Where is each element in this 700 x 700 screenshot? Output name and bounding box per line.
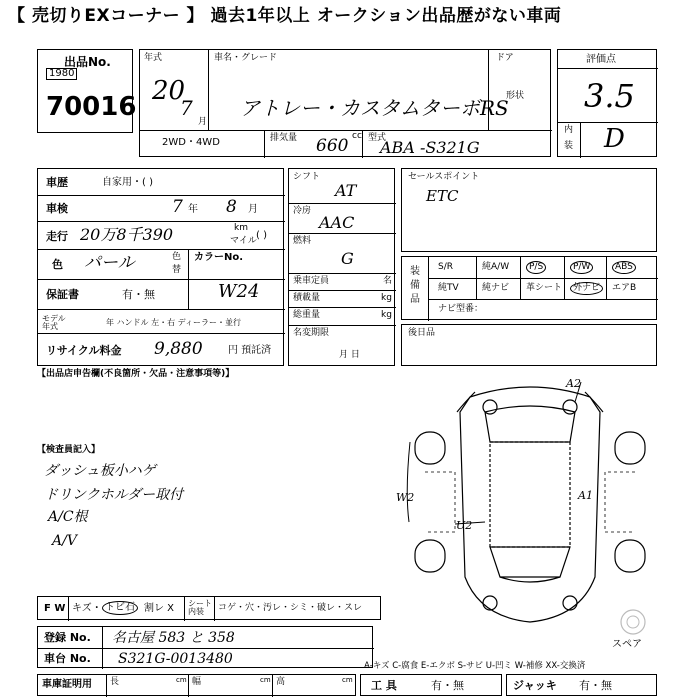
equipment-row2-item: 純ナビ — [482, 283, 510, 293]
chassis-value: S321G-0013480 — [118, 651, 233, 667]
recycle-value: 9,880 — [154, 339, 203, 359]
door-label: ドア — [496, 53, 514, 63]
shaken-label: 車検 — [46, 202, 68, 215]
car-diagram — [395, 372, 665, 637]
shift-label: シフト — [293, 172, 321, 182]
colorno-label: カラーNo. — [194, 252, 244, 263]
equipment-row2-item: 外ナビ — [570, 282, 603, 295]
type-value: ABA -S321G — [380, 138, 480, 157]
lot-sub: 1980 — [46, 68, 77, 80]
inspector-label: 【検査員記入】 — [37, 445, 101, 455]
mileage-paren: ( ) — [256, 230, 267, 241]
shareki-value: 自家用・( ) — [102, 177, 153, 188]
tools-label: 工 具 — [371, 679, 397, 692]
color-change-1: 色 — [172, 252, 182, 262]
cert-taka: 高 — [276, 677, 286, 687]
cert-label: 車庫証明用 — [42, 679, 92, 690]
capacity-label: 乗車定員 — [293, 276, 330, 286]
color-value: パール — [84, 253, 135, 273]
equipment-row1-item: S/R — [438, 262, 453, 272]
score-label: 評価点 — [586, 54, 616, 65]
cert-taka-cm: cm — [342, 676, 353, 684]
color-change-2: 替 — [172, 265, 182, 275]
sales-label: セールスポイント — [408, 172, 480, 182]
cert-box — [37, 674, 356, 696]
diagram-label-a2: A2 — [566, 377, 581, 390]
interior-label-2: 装 — [564, 141, 574, 151]
fw-tobi: トビ石 — [102, 601, 138, 615]
name-change-unit: 月 日 — [339, 350, 360, 360]
score-box — [557, 49, 657, 157]
katachi-label: 形状 — [506, 91, 525, 101]
weight-unit: kg — [381, 310, 392, 320]
drive-label: 2WD・4WD — [162, 137, 220, 148]
colorno-value: W24 — [218, 281, 260, 302]
jack-label: ジャッキ — [513, 679, 557, 692]
header-title: 【 売切りEXコーナー 】 過去1年以上 オークション出品歴がない車両 — [8, 6, 562, 26]
name-label: 車名・グレード — [214, 53, 278, 63]
tools-value: 有・無 — [431, 679, 464, 692]
seller-notes-label: 【出品店申告欄(不良箇所・欠品・注意事項等)】 — [37, 369, 235, 379]
load-unit: kg — [381, 293, 392, 303]
fw-ware: 割レ X — [144, 603, 175, 614]
shareki-label: 車歴 — [46, 176, 68, 189]
capacity-unit: 名 — [383, 276, 393, 286]
cc-unit: cc — [352, 131, 362, 141]
color-label: 色 — [52, 258, 63, 271]
damage-legend: A-キズ C-腐食 E-エクボ S-サビ U-凹ミ W-補修 XX-交換済 — [364, 661, 586, 671]
equipment-box — [401, 256, 657, 320]
nenshiki-label: 年式 — [144, 53, 163, 63]
aircon-value: AAC — [319, 213, 355, 232]
shaken-year: 7 — [172, 197, 183, 217]
reg-box — [37, 626, 373, 668]
equipment-row1-item: 純A/W — [482, 262, 510, 272]
km-unit: km — [234, 223, 248, 233]
reg-value: 名古屋 583 と 358 — [112, 630, 235, 646]
equipment-row2-item: 革シート — [526, 283, 563, 293]
note-line-4: A/V — [52, 533, 77, 549]
fw-sheet: シート内装 — [188, 599, 212, 616]
fw-box — [37, 596, 381, 620]
type-label: 型式 — [368, 133, 387, 143]
aircon-label: 冷房 — [293, 206, 312, 216]
diagram-label-u2: U2 — [456, 519, 473, 532]
shaken-tsuki: 月 — [248, 204, 258, 215]
weight-label: 総重量 — [293, 310, 321, 320]
interior-label-1: 内 — [564, 125, 574, 135]
shaken-nen: 年 — [188, 204, 198, 215]
spare-label: スペア — [612, 639, 642, 650]
recycle-unit: 円 預託済 — [228, 345, 272, 356]
equipment-label: 装備品 — [410, 266, 420, 305]
fw-kizu: キズ・ — [72, 603, 102, 614]
sales-value: ETC — [426, 187, 459, 205]
mile-unit: マイル — [230, 236, 257, 246]
warranty-value: 有・無 — [122, 288, 155, 301]
header-bar — [0, 0, 700, 34]
cert-naga: 長 — [110, 677, 120, 687]
fuel-label: 燃料 — [293, 236, 312, 246]
equipment-row1-item: P/W — [570, 261, 593, 274]
displacement-value: 660 — [316, 136, 349, 156]
model-label: モデル年式 — [42, 314, 66, 331]
diagram-label-a1: A1 — [578, 489, 593, 502]
mid-box — [288, 168, 395, 366]
cert-haba-cm: cm — [260, 676, 271, 684]
month-value: 7 — [180, 96, 193, 120]
equipment-row1-item: P/S — [526, 261, 546, 274]
diagram-label-w2: W2 — [396, 491, 415, 504]
cert-naga-cm: cm — [176, 676, 187, 684]
month-unit: 月 — [198, 117, 208, 127]
displacement-label: 排気量 — [270, 133, 298, 143]
lot-number: 70016 — [46, 92, 137, 122]
fuel-value: G — [341, 249, 354, 268]
equipment-row2-item: 純TV — [438, 283, 459, 293]
fw-koge: コゲ・穴・汚レ・シミ・破レ・スレ — [218, 603, 363, 613]
navi-model: ナビ型番： — [438, 304, 484, 314]
lot-label: 出品No. — [64, 55, 111, 69]
year-value: 20 — [152, 76, 186, 106]
vehicle-box — [139, 49, 551, 157]
score-value: 3.5 — [584, 77, 635, 115]
note-line-3: A/C根 — [48, 509, 88, 525]
arrival-label: 後日品 — [408, 328, 436, 338]
tools-box — [360, 674, 502, 696]
note-line-2: ドリンクホルダー取付 — [44, 487, 184, 503]
cert-haba: 幅 — [192, 677, 202, 687]
sales-box — [401, 168, 657, 252]
warranty-label: 保証書 — [46, 288, 79, 301]
history-box — [37, 168, 284, 366]
shift-value: AT — [335, 181, 357, 200]
fw-label: F W — [44, 603, 66, 614]
model-parts: 年 ハンドル 左・右 ディーラー・並行 — [106, 318, 241, 327]
car-name: アトレー・カスタムターボRS — [240, 96, 509, 120]
interior-value: D — [604, 124, 625, 154]
mileage-label: 走行 — [46, 230, 68, 243]
note-line-1: ダッシュ板小ハゲ — [44, 463, 156, 479]
equipment-row2-item: エアB — [612, 283, 637, 293]
jack-box — [506, 674, 657, 696]
equipment-row1-item: ABS — [612, 261, 636, 274]
lot-box — [37, 49, 137, 133]
recycle-label: リサイクル料金 — [46, 344, 122, 357]
load-label: 積載量 — [293, 293, 321, 303]
mileage-value: 20万8千390 — [80, 225, 174, 244]
chassis-label: 車台 No. — [44, 652, 91, 665]
jack-value: 有・無 — [579, 679, 612, 692]
reg-label: 登録 No. — [44, 631, 91, 644]
name-change-label: 名変期限 — [293, 328, 330, 338]
shaken-month: 8 — [226, 197, 237, 217]
arrival-box — [401, 324, 657, 366]
